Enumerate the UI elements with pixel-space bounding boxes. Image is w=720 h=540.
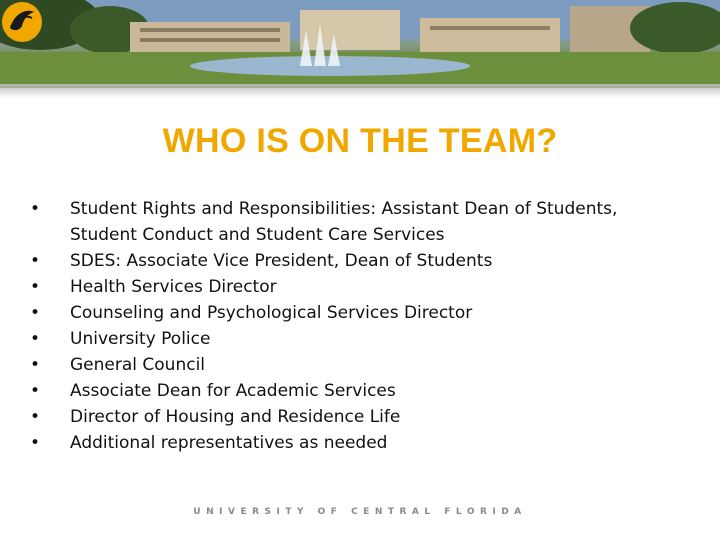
bullet-text: • Student Rights and Responsibilities: Assistant Dean of Students, (70, 199, 618, 219)
bullet-item (30, 326, 680, 352)
campus-banner-image (0, 0, 720, 88)
campus-scene (0, 0, 720, 88)
bullet-text: • Additional representatives as needed (70, 433, 388, 453)
university-footer: UNIVERSITY OF CENTRAL FLORIDA (193, 507, 527, 517)
bullet-item (30, 430, 680, 456)
bullet-text: • University Police (70, 329, 211, 349)
bullet-text: • Counseling and Psychological Services Director (70, 303, 473, 323)
bullet-item (30, 404, 680, 430)
pegasus-logo-icon (0, 0, 44, 44)
bullet-item (30, 196, 680, 248)
bullet-text: • Associate Dean for Academic Services (70, 381, 396, 401)
bullet-item (30, 248, 680, 274)
bullet-item (30, 378, 680, 404)
slide-title: WHO IS ON THE TEAM? (162, 122, 558, 160)
team-bullet-list (30, 196, 680, 456)
bullet-item (30, 352, 680, 378)
bullet-item (30, 274, 680, 300)
bullet-text: • General Council (70, 355, 206, 375)
bullet-text: • Health Services Director (70, 277, 277, 297)
bullet-text: Student Conduct and Student Care Services (70, 225, 445, 245)
banner-shadow (0, 84, 720, 98)
bullet-item (30, 300, 680, 326)
bullet-text: • Director of Housing and Residence Life (70, 407, 401, 427)
bullet-text: • SDES: Associate Vice President, Dean of Students (70, 251, 493, 271)
